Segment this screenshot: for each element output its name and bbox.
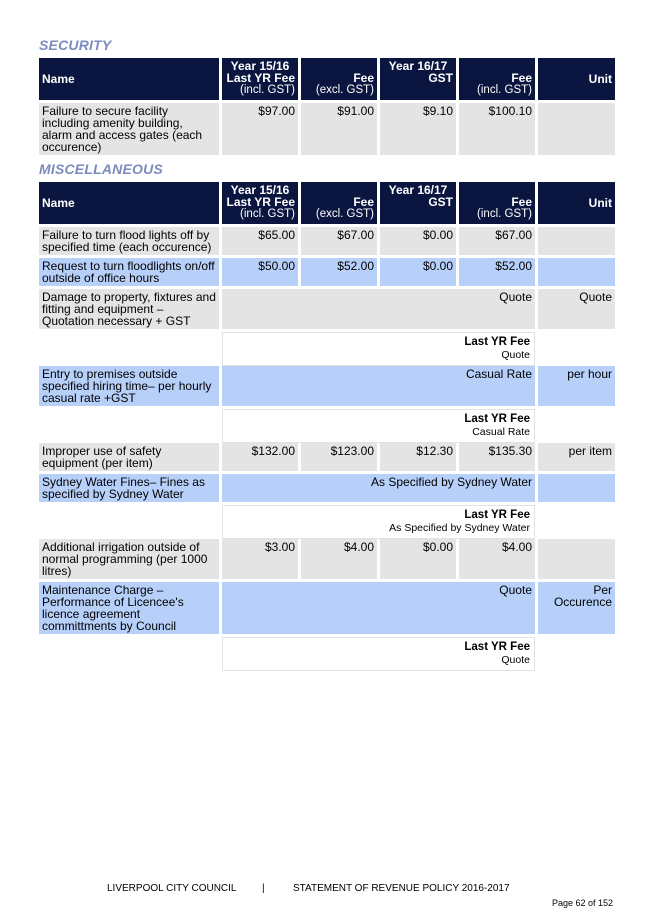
row-gst: $9.10 [380,103,456,158]
last-yr-fee-label: Last YR Fee [464,509,530,521]
miscellaneous-fee-table [36,182,618,671]
header-unit: Unit [538,182,615,227]
row-fee-excl: $91.00 [301,103,377,158]
header-fee-excl-label: (excl. GST) [315,208,374,220]
header-last-fee: Last YR Fee [226,71,295,85]
row-fee-span: As Specified by Sydney Water [222,474,535,505]
row-unit [538,474,615,505]
header-year-1617: Year 16/17 [388,183,448,197]
row-unit [538,258,615,289]
header-fee-incl [459,58,535,103]
row-unit: per hour [538,366,615,409]
row-gst: $0.00 [380,539,456,582]
table-row [39,443,615,474]
row-last-fee: $132.00 [222,443,298,474]
row-fee-span: Quote [222,582,535,637]
row-fee-incl: $52.00 [459,258,535,289]
last-yr-fee-row [39,505,615,539]
last-yr-fee-value: Quote [501,349,530,361]
last-yr-fee-box [222,637,535,671]
row-fee-span: Quote [222,289,535,332]
row-name: Failure to turn flood lights off by specified time (each occurence) [39,227,219,258]
header-last-yr-fee [222,182,298,227]
row-unit [538,227,615,258]
row-fee-incl: $100.10 [459,103,535,158]
row-name: Damage to property, fixtures and fitting and equipment – Quotation necessary + GST [39,289,219,332]
header-gst-label: GST [428,71,453,85]
row-fee-excl: $4.00 [301,539,377,582]
header-last-incl: (incl. GST) [240,84,295,96]
row-last-fee: $97.00 [222,103,298,158]
header-fee-incl-label: Fee [511,71,532,85]
header-unit: Unit [538,58,615,103]
header-fee-excl-label: (excl. GST) [315,84,374,96]
last-yr-fee-box [222,332,535,366]
row-fee-incl: $4.00 [459,539,535,582]
row-name: Maintenance Charge – Performance of Licencee's licence agreement committments by Council [39,582,219,637]
table-row [39,103,615,158]
row-last-fee: $50.00 [222,258,298,289]
row-name: Entry to premises outside specified hiring time– per hourly casual rate +GST [39,366,219,409]
header-year-1516: Year 15/16 [230,59,290,73]
row-unit [538,539,615,582]
header-year-1617: Year 16/17 [388,59,448,73]
row-gst: $0.00 [380,258,456,289]
row-unit: per item [538,443,615,474]
table-header-row [39,58,615,103]
header-gst [380,58,456,103]
header-name: Name [39,182,219,227]
row-unit: Quote [538,289,615,332]
row-fee-excl: $123.00 [301,443,377,474]
footer-separator: | [262,883,265,894]
table-row [39,539,615,582]
table-row [39,227,615,258]
security-fee-table [36,58,618,158]
row-gst: $0.00 [380,227,456,258]
row-fee-incl: $135.30 [459,443,535,474]
row-fee-incl: $67.00 [459,227,535,258]
row-name: Failure to secure facility including amenity building, alarm and access gates (each occurence) [39,103,219,158]
row-fee-excl: $52.00 [301,258,377,289]
table-row [39,474,615,505]
table-row [39,582,615,637]
table-header-row [39,182,615,227]
last-yr-fee-row [39,637,615,671]
row-unit: Per Occurence [538,582,615,637]
row-name: Sydney Water Fines– Fines as specified by Sydney Water [39,474,219,505]
footer-organisation: LIVERPOOL CITY COUNCIL [107,883,237,894]
header-fee-incl-label: Fee [511,195,532,209]
header-fee-incl-note: (incl. GST) [477,208,532,220]
table-row [39,258,615,289]
row-last-fee: $3.00 [222,539,298,582]
section-title-miscellaneous: MISCELLANEOUS [39,161,163,177]
header-fee-incl-note: (incl. GST) [477,84,532,96]
header-fee: Fee [353,71,374,85]
last-yr-fee-label: Last YR Fee [464,413,530,425]
header-last-incl: (incl. GST) [240,208,295,220]
last-yr-fee-box [222,409,535,443]
last-yr-fee-box [222,505,535,539]
section-title-security: SECURITY [39,37,112,53]
row-name: Additional irrigation outside of normal programming (per 1000 litres) [39,539,219,582]
header-gst [380,182,456,227]
header-name: Name [39,58,219,103]
last-yr-fee-row [39,332,615,366]
footer-document-title: STATEMENT OF REVENUE POLICY 2016-2017 [293,883,510,894]
last-yr-fee-row [39,409,615,443]
row-last-fee: $65.00 [222,227,298,258]
last-yr-fee-value: Casual Rate [472,426,530,438]
row-name: Request to turn floodlights on/off outside of office hours [39,258,219,289]
last-yr-fee-label: Last YR Fee [464,336,530,348]
last-yr-fee-value: Quote [501,654,530,666]
row-fee-excl: $67.00 [301,227,377,258]
row-gst: $12.30 [380,443,456,474]
header-last-yr-fee [222,58,298,103]
header-year-1516: Year 15/16 [230,183,290,197]
header-gst-label: GST [428,195,453,209]
last-yr-fee-value: As Specified by Sydney Water [389,522,530,534]
table-row [39,366,615,409]
header-fee-incl [459,182,535,227]
row-fee-span: Casual Rate [222,366,535,409]
last-yr-fee-label: Last YR Fee [464,641,530,653]
row-name: Improper use of safety equipment (per item) [39,443,219,474]
header-last-fee: Last YR Fee [226,195,295,209]
table-row [39,289,615,332]
header-fee: Fee [353,195,374,209]
page-number: Page 62 of 152 [551,898,613,908]
row-unit [538,103,615,158]
